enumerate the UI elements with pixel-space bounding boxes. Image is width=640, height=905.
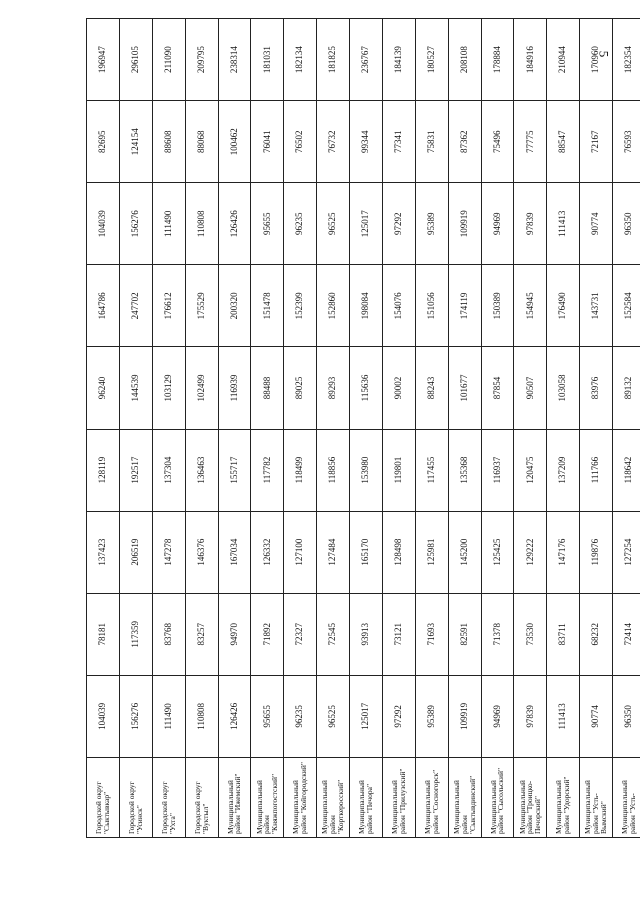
value-cell: 72545 [317,593,350,675]
value-cell: 135368 [448,429,481,511]
table-row [87,19,120,838]
table-row [218,19,251,838]
value-cell: 73121 [382,593,415,675]
value-cell: 116937 [481,429,514,511]
value-cell: 118856 [317,429,350,511]
value-cell: 83976 [580,347,613,429]
value-cell: 175529 [185,265,218,347]
table-body [87,19,640,838]
table-row [284,19,317,838]
value-cell: 88547 [547,101,580,183]
value-cell: 83711 [547,593,580,675]
table-container [86,18,640,838]
value-cell: 82695 [87,101,120,183]
value-cell: 200320 [218,265,251,347]
value-cell: 94969 [481,183,514,265]
value-cell: 128119 [87,429,120,511]
value-cell: 126426 [218,675,251,757]
municipality-name-cell: Муниципальный район "Княжпогостский" [251,757,284,837]
value-cell: 184139 [382,19,415,101]
value-cell: 75496 [481,101,514,183]
value-cell: 72414 [613,593,640,675]
value-cell: 71693 [415,593,448,675]
table-row [415,19,448,838]
value-cell: 182354 [613,19,640,101]
value-cell: 238314 [218,19,251,101]
value-cell: 129222 [514,511,547,593]
table-row [448,19,481,838]
value-cell: 103129 [152,347,185,429]
value-cell: 124154 [119,101,152,183]
table-row [152,19,185,838]
value-cell: 151056 [415,265,448,347]
value-cell: 76502 [284,101,317,183]
value-cell: 89025 [284,347,317,429]
value-cell: 120475 [514,429,547,511]
value-cell: 102499 [185,347,218,429]
value-cell: 83257 [185,593,218,675]
municipality-name-cell: Муниципальный район "Ижемский" [218,757,251,837]
value-cell: 72327 [284,593,317,675]
value-cell: 196947 [87,19,120,101]
table-row [580,19,613,838]
value-cell: 209795 [185,19,218,101]
municipality-name-cell: Городской округ "Вуктыл" [185,757,218,837]
value-cell: 116939 [218,347,251,429]
value-cell: 111413 [547,675,580,757]
value-cell: 153980 [350,429,383,511]
value-cell: 247702 [119,265,152,347]
table-row [514,19,547,838]
municipality-name-cell: Муниципальный район "Сысольский" [481,757,514,837]
value-cell: 104039 [87,183,120,265]
value-cell: 111413 [547,183,580,265]
table-row [317,19,350,838]
municipality-name-cell: Муниципальный район "Сосногорск" [415,757,448,837]
value-cell: 90774 [580,675,613,757]
value-cell: 128498 [382,511,415,593]
value-cell: 127100 [284,511,317,593]
value-cell: 104039 [87,675,120,757]
value-cell: 88488 [251,347,284,429]
value-cell: 96525 [317,675,350,757]
municipality-name-cell: Муниципальный район "Сыктывдинский" [448,757,481,837]
value-cell: 184916 [514,19,547,101]
value-cell: 147278 [152,511,185,593]
value-cell: 96235 [284,675,317,757]
value-cell: 151478 [251,265,284,347]
value-cell: 176612 [152,265,185,347]
value-cell: 164786 [87,265,120,347]
value-cell: 150389 [481,265,514,347]
table-row [613,19,640,838]
value-cell: 182134 [284,19,317,101]
data-table [86,18,640,838]
value-cell: 137209 [547,429,580,511]
value-cell: 111766 [580,429,613,511]
value-cell: 93913 [350,593,383,675]
value-cell: 137423 [87,511,120,593]
value-cell: 90507 [514,347,547,429]
value-cell: 181031 [251,19,284,101]
value-cell: 126332 [251,511,284,593]
value-cell: 118499 [284,429,317,511]
municipality-name-cell: Муниципальный район "Усть-Вымский" [580,757,613,837]
value-cell: 82591 [448,593,481,675]
value-cell: 117782 [251,429,284,511]
value-cell: 96350 [613,675,640,757]
municipality-name-cell: Муниципальный район "Прилузский" [382,757,415,837]
value-cell: 96240 [87,347,120,429]
value-cell: 77341 [382,101,415,183]
value-cell: 71892 [251,593,284,675]
value-cell: 154076 [382,265,415,347]
value-cell: 110808 [185,675,218,757]
value-cell: 125017 [350,183,383,265]
value-cell: 210944 [547,19,580,101]
value-cell: 97839 [514,675,547,757]
value-cell: 145200 [448,511,481,593]
table-row [481,19,514,838]
value-cell: 126426 [218,183,251,265]
value-cell: 111490 [152,675,185,757]
value-cell: 136463 [185,429,218,511]
table-row [350,19,383,838]
value-cell: 111490 [152,183,185,265]
value-cell: 178884 [481,19,514,101]
page-number: 5 [596,50,612,58]
value-cell: 236767 [350,19,383,101]
value-cell: 174119 [448,265,481,347]
value-cell: 96235 [284,183,317,265]
value-cell: 119801 [382,429,415,511]
municipality-name-cell: Муниципальный район "Корткеросский" [317,757,350,837]
value-cell: 88068 [185,101,218,183]
value-cell: 143731 [580,265,613,347]
table-row [185,19,218,838]
municipality-name-cell: Городской округ "Ухта" [152,757,185,837]
value-cell: 72167 [580,101,613,183]
value-cell: 76041 [251,101,284,183]
value-cell: 115636 [350,347,383,429]
value-cell: 88243 [415,347,448,429]
value-cell: 192517 [119,429,152,511]
value-cell: 146376 [185,511,218,593]
value-cell: 100462 [218,101,251,183]
municipality-name-cell: Муниципальный район "Удорский" [547,757,580,837]
value-cell: 118642 [613,429,640,511]
value-cell: 103058 [547,347,580,429]
table-row [547,19,580,838]
value-cell: 208108 [448,19,481,101]
value-cell: 144539 [119,347,152,429]
value-cell: 87362 [448,101,481,183]
value-cell: 77775 [514,101,547,183]
value-cell: 127484 [317,511,350,593]
value-cell: 88608 [152,101,185,183]
value-cell: 95655 [251,183,284,265]
value-cell: 95389 [415,183,448,265]
value-cell: 87854 [481,347,514,429]
value-cell: 170960 [580,19,613,101]
value-cell: 125017 [350,675,383,757]
value-cell: 89132 [613,347,640,429]
table-row [251,19,284,838]
value-cell: 83768 [152,593,185,675]
value-cell: 76593 [613,101,640,183]
value-cell: 180527 [415,19,448,101]
table-row [119,19,152,838]
value-cell: 155717 [218,429,251,511]
value-cell: 96525 [317,183,350,265]
value-cell: 71378 [481,593,514,675]
value-cell: 117455 [415,429,448,511]
municipality-name-cell: Муниципальный район "Печора" [350,757,383,837]
value-cell: 109919 [448,675,481,757]
value-cell: 167034 [218,511,251,593]
value-cell: 127254 [613,511,640,593]
value-cell: 97292 [382,675,415,757]
value-cell: 101677 [448,347,481,429]
value-cell: 110808 [185,183,218,265]
value-cell: 154945 [514,265,547,347]
municipality-name-cell: Городской округ "Усинск" [119,757,152,837]
value-cell: 119876 [580,511,613,593]
value-cell: 97292 [382,183,415,265]
value-cell: 296105 [119,19,152,101]
value-cell: 117359 [119,593,152,675]
value-cell: 156276 [119,675,152,757]
value-cell: 73530 [514,593,547,675]
value-cell: 147176 [547,511,580,593]
table-row [382,19,415,838]
value-cell: 156276 [119,183,152,265]
value-cell: 95389 [415,675,448,757]
value-cell: 152860 [317,265,350,347]
municipality-name-cell: Городской округ "Сыктывкар" [87,757,120,837]
value-cell: 152584 [613,265,640,347]
value-cell: 181825 [317,19,350,101]
value-cell: 152399 [284,265,317,347]
municipality-name-cell: Муниципальный район "Койгородский" [284,757,317,837]
value-cell: 68232 [580,593,613,675]
value-cell: 76732 [317,101,350,183]
value-cell: 90774 [580,183,613,265]
value-cell: 94969 [481,675,514,757]
value-cell: 198084 [350,265,383,347]
value-cell: 78181 [87,593,120,675]
value-cell: 99344 [350,101,383,183]
value-cell: 165170 [350,511,383,593]
value-cell: 206519 [119,511,152,593]
value-cell: 94970 [218,593,251,675]
value-cell: 96350 [613,183,640,265]
municipality-name-cell: Муниципальный район "Троицко-Печорский" [514,757,547,837]
value-cell: 176490 [547,265,580,347]
value-cell: 137304 [152,429,185,511]
value-cell: 211090 [152,19,185,101]
value-cell: 125981 [415,511,448,593]
value-cell: 75831 [415,101,448,183]
value-cell: 89293 [317,347,350,429]
value-cell: 109919 [448,183,481,265]
municipality-name-cell: Муниципальный район "Усть- [613,757,640,837]
value-cell: 95655 [251,675,284,757]
value-cell: 90002 [382,347,415,429]
value-cell: 97839 [514,183,547,265]
value-cell: 125425 [481,511,514,593]
